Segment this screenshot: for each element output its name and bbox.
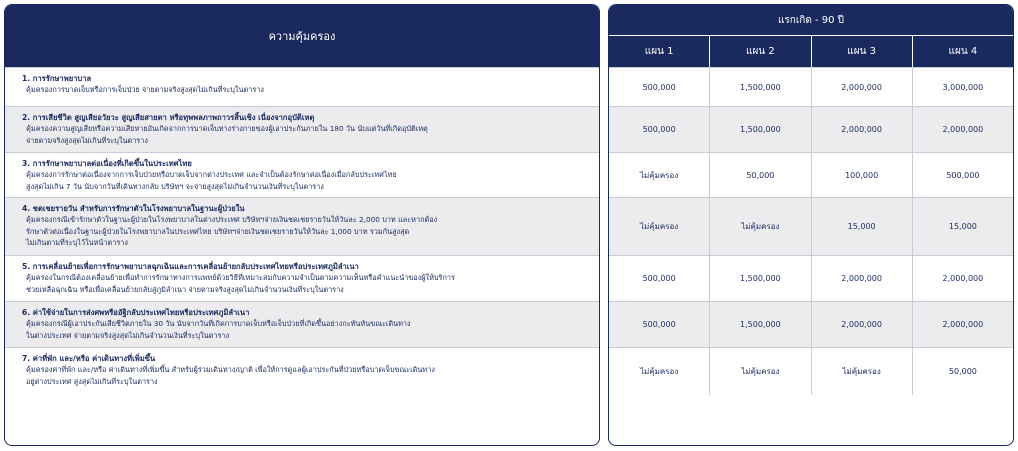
row-title: 5. การเคลื่อนย้ายเพื่อการรักษาพยาบาลฉุกเฉินและการเคลื่อนย้ายกลับประเทศไทยหรือประเทศภูมิลำเนา [22,262,359,271]
plan-1-value: 500,000 [642,320,676,329]
plan-1-value: ไม่คุ้มครอง [639,170,679,180]
plan-values-row [609,67,1013,106]
row-description: คุ้มครองความสูญเสียหรือความเสียหายอันเกิดจากการบาดเจ็บทางร่างกายของผู้เอาประกันภายใน 180 วัน นับแต่วันที่เกิดอุบัติเหตุ จ่ายตามจริงสูงสุดไม่เกินที่ระบุในตาราง [26,124,428,145]
plan-4-header: แผน 4 [912,36,1013,67]
plan-1-value: ไม่คุ้มครอง [639,222,679,231]
plan-4-value: 2,000,000 [912,107,1013,152]
row-description: คุ้มครองในกรณีต้องเคลื่อนย้ายเพื่อทำการรักษาทางการแพทย์ด้วยวิธีที่เหมาะสมกับความจำเป็นตามความเห็นหรือคำแนะนำของผู้ให้บริการ ช่วยเหลือฉุกเฉิน หรือเพื่อเคลื่อนย้ายกลับสู่ภูมิลำเนา จ่ายตามจริงสูงสุดไม่เกินจำนวนเงินที่ระบุในตาราง [26,273,455,294]
plan-1-value: 500,000 [642,274,676,283]
plan-3-header: แผน 3 [811,36,912,67]
plan-4-value: 3,000,000 [912,68,1013,106]
row-title: 7. ค่าที่พัก และ/หรือ ค่าเดินทางที่เพิ่มขึ้น [22,354,156,363]
row-description: คุ้มครองการรักษาต่อเนื่องจากการเจ็บป่วยหรือบาดเจ็บจากต่างประเทศ และจำเป็นต้องรักษาต่อเนื่องเมื่อกลับประเทศไทย สูงสุดไม่เกิน 7 วัน นับจากวันที่เดินทางกลับ บริษัทฯ จะจ่ายสูงสุดไม่เกินจำนวนเงินที่ระบุในตาราง [26,170,397,191]
plan-values-row [609,301,1013,347]
coverage-row [5,67,599,106]
row-title: 1. การรักษาพยาบาล [22,74,92,83]
row-description: คุ้มครองกรณีผู้เอาประกันเสียชีวิตภายใน 30 วัน นับจากวันที่เกิดการบาดเจ็บหรือเจ็บป่วยที่เกิดขึ้นอย่างกะทันหันขณะเดินทาง ในต่างประเทศ จ่ายตามจริงสูงสุดไม่เกินจำนวนเงินที่ระบุในตาราง [26,319,411,340]
plans-panel [608,4,1014,446]
coverage-row [5,197,599,255]
plan-2-value: ไม่คุ้มครอง [709,348,810,395]
coverage-row [5,152,599,197]
plan-2-value: ไม่คุ้มครอง [709,198,810,255]
plan-values-row [609,255,1013,301]
row-title: 3. การรักษาพยาบาลต่อเนื่องที่เกิดขึ้นในประเทศไทย [22,159,192,168]
plan-2-value: 1,500,000 [709,107,810,152]
plan-4-value: 500,000 [912,153,1013,197]
plan-3-value: 2,000,000 [811,107,912,152]
row-description: คุ้มครองกรณีเข้ารักษาตัวในฐานะผู้ป่วยในโรงพยาบาลในต่างประเทศ บริษัทฯจ่ายเงินชดเชยรายวันให้วันละ 2,000 บาท และหากต้อง รักษาตัวต่อเนื่องในฐานะผู้ป่วยในโรงพยาบาลในประเทศไทย บริษัทฯจ่ายเงินชดเชยรายวันให้วันละ 1,000 บาท รวมกันสูงสุด ไม่เกินตามที่ระบุไว้ในหน้าตาราง [26,215,438,247]
coverage-row [5,255,599,301]
plan-3-value: 2,000,000 [811,302,912,347]
coverage-panel [4,4,600,446]
plan-2-value: 1,500,000 [709,302,810,347]
plan-1-header: แผน 1 [644,46,674,57]
plan-4-value: 50,000 [912,348,1013,395]
plan-values-row [609,347,1013,395]
plan-3-value: 15,000 [811,198,912,255]
plan-header-row [609,36,1013,67]
plan-3-value: 2,000,000 [811,256,912,301]
row-title: 4. ชดเชยรายวัน สำหรับการรักษาตัวในโรงพยาบาลในฐานะผู้ป่วยใน [22,204,245,213]
coverage-row [5,301,599,347]
plan-4-value: 2,000,000 [912,256,1013,301]
plan-2-value: 1,500,000 [709,256,810,301]
coverage-header [5,5,599,67]
plan-values-row [609,152,1013,197]
plan-values-row [609,106,1013,152]
plan-2-value: 1,500,000 [709,68,810,106]
plan-4-value: 2,000,000 [912,302,1013,347]
age-range-header [609,5,1013,36]
coverage-title: ความคุ้มครอง [268,30,336,43]
row-description: คุ้มครองค่าที่พัก และ/หรือ ค่าเดินทางที่เพิ่มขึ้น สำหรับผู้ร่วมเดินทาง/ญาติ เพื่อให้การดูแลผู้เอาประกันที่ป่วยหรือบาดเจ็บขณะเดินทาง อยู่ต่างประเทศ สูงสุดไม่เกินที่ระบุในตาราง [26,365,435,386]
plan-4-value: 15,000 [912,198,1013,255]
plan-2-header: แผน 2 [709,36,810,67]
coverage-row [5,106,599,152]
plan-1-value: 500,000 [642,82,676,92]
row-title: 2. การเสียชีวิต สูญเสียอวัยวะ สูญเสียสายตา หรือทุพพลภาพถาวรสิ้นเชิง เนื่องจากอุบัติเหตุ [22,113,315,122]
row-title: 6. ค่าใช้จ่ายในการส่งศพหรืออัฐิกลับประเทศไทยหรือประเทศภูมิลำเนา [22,308,250,317]
plan-3-value: 100,000 [811,153,912,197]
plan-1-value: ไม่คุ้มครอง [639,367,679,376]
coverage-row [5,347,599,395]
plan-2-value: 50,000 [709,153,810,197]
plan-1-value: 500,000 [642,125,676,134]
plan-values-row [609,197,1013,255]
plan-3-value: ไม่คุ้มครอง [811,348,912,395]
plan-3-value: 2,000,000 [811,68,912,106]
row-description: คุ้มครองการบาดเจ็บหรือการเจ็บป่วย จ่ายตามจริงสูงสุดไม่เกินที่ระบุในตาราง [26,85,264,94]
age-range: แรกเกิด - 90 ปี [777,14,845,26]
